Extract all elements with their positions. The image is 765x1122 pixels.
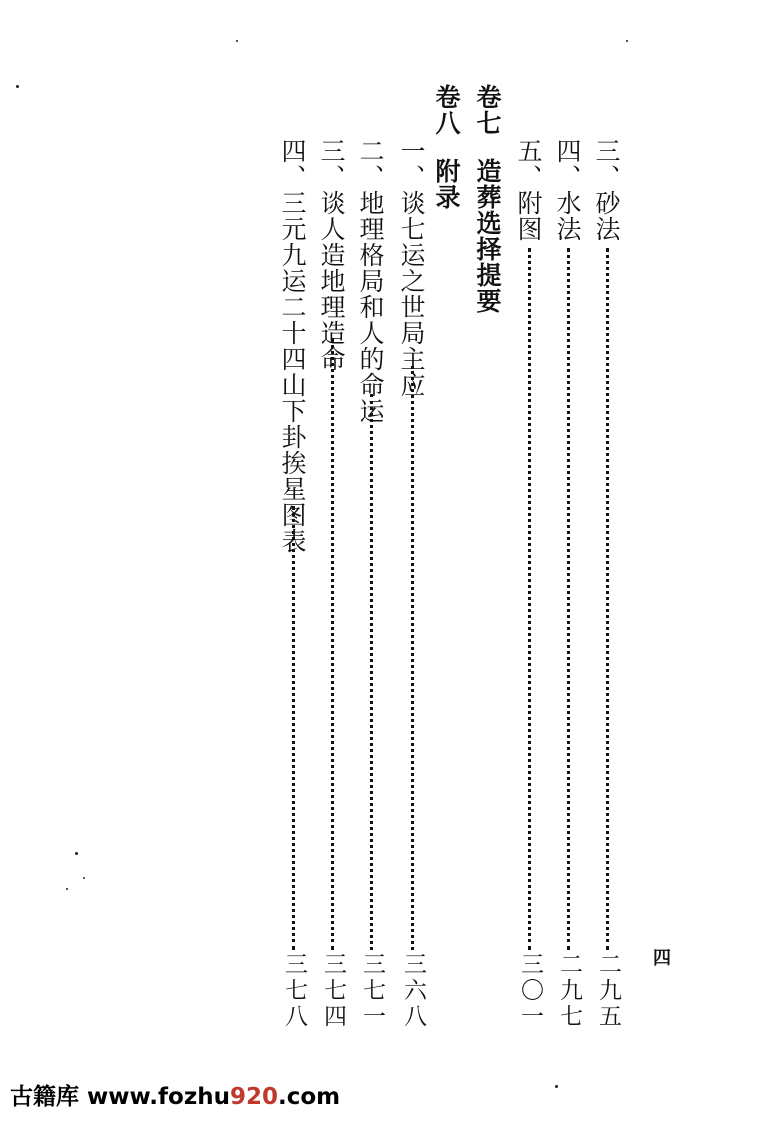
volume-label: 卷七 [473,84,502,136]
scan-speck [16,85,19,88]
toc-entry-title: 五、附图 [514,138,543,242]
toc-leader-dots [370,394,373,950]
scan-speck [555,1085,558,1088]
toc-entry-page: 三七四 [320,952,346,1030]
scan-speck [626,40,628,42]
toc-entry-title: 一、谈七运之世局主应 [397,138,426,398]
toc-entry-page: 三七八 [281,952,307,1030]
watermark-suffix: .com [277,1084,341,1110]
watermark-number: 920 [229,1084,278,1110]
scan-speck [236,40,238,42]
toc-leader-dots [331,338,334,950]
toc-entry-page: 二九七 [556,952,582,1030]
page-number: 四 [653,948,671,969]
toc-leader-dots [411,366,414,950]
toc-entry-page: 二九五 [595,952,621,1030]
volume-title: 造葬选择提要 [473,158,502,314]
volume-title: 附录 [432,158,461,210]
toc-entry-title: 四、水法 [553,138,582,242]
toc-entry-page: 三〇一 [517,952,543,1030]
toc-entry-title: 三、砂法 [592,138,621,242]
scan-speck [83,877,85,879]
watermark-prefix: 古籍库 www.fozhu [10,1084,230,1110]
toc-entry-title: 二、地理格局和人的命运 [356,138,385,424]
toc-leader-dots [528,248,531,950]
toc-entry-page: 三七一 [359,952,385,1030]
watermark [10,1078,340,1111]
scan-speck [66,888,68,890]
toc-entry-page: 三六八 [400,952,426,1030]
toc-entry-title: 四、三元九运二十四山下卦挨星图表 [278,138,307,554]
toc-entry-title: 三、谈人造地理造命 [317,138,346,372]
toc-leader-dots [606,248,609,950]
toc-leader-dots [292,506,295,950]
toc-leader-dots [567,248,570,950]
scan-speck [75,852,78,855]
volume-label: 卷八 [432,84,461,136]
